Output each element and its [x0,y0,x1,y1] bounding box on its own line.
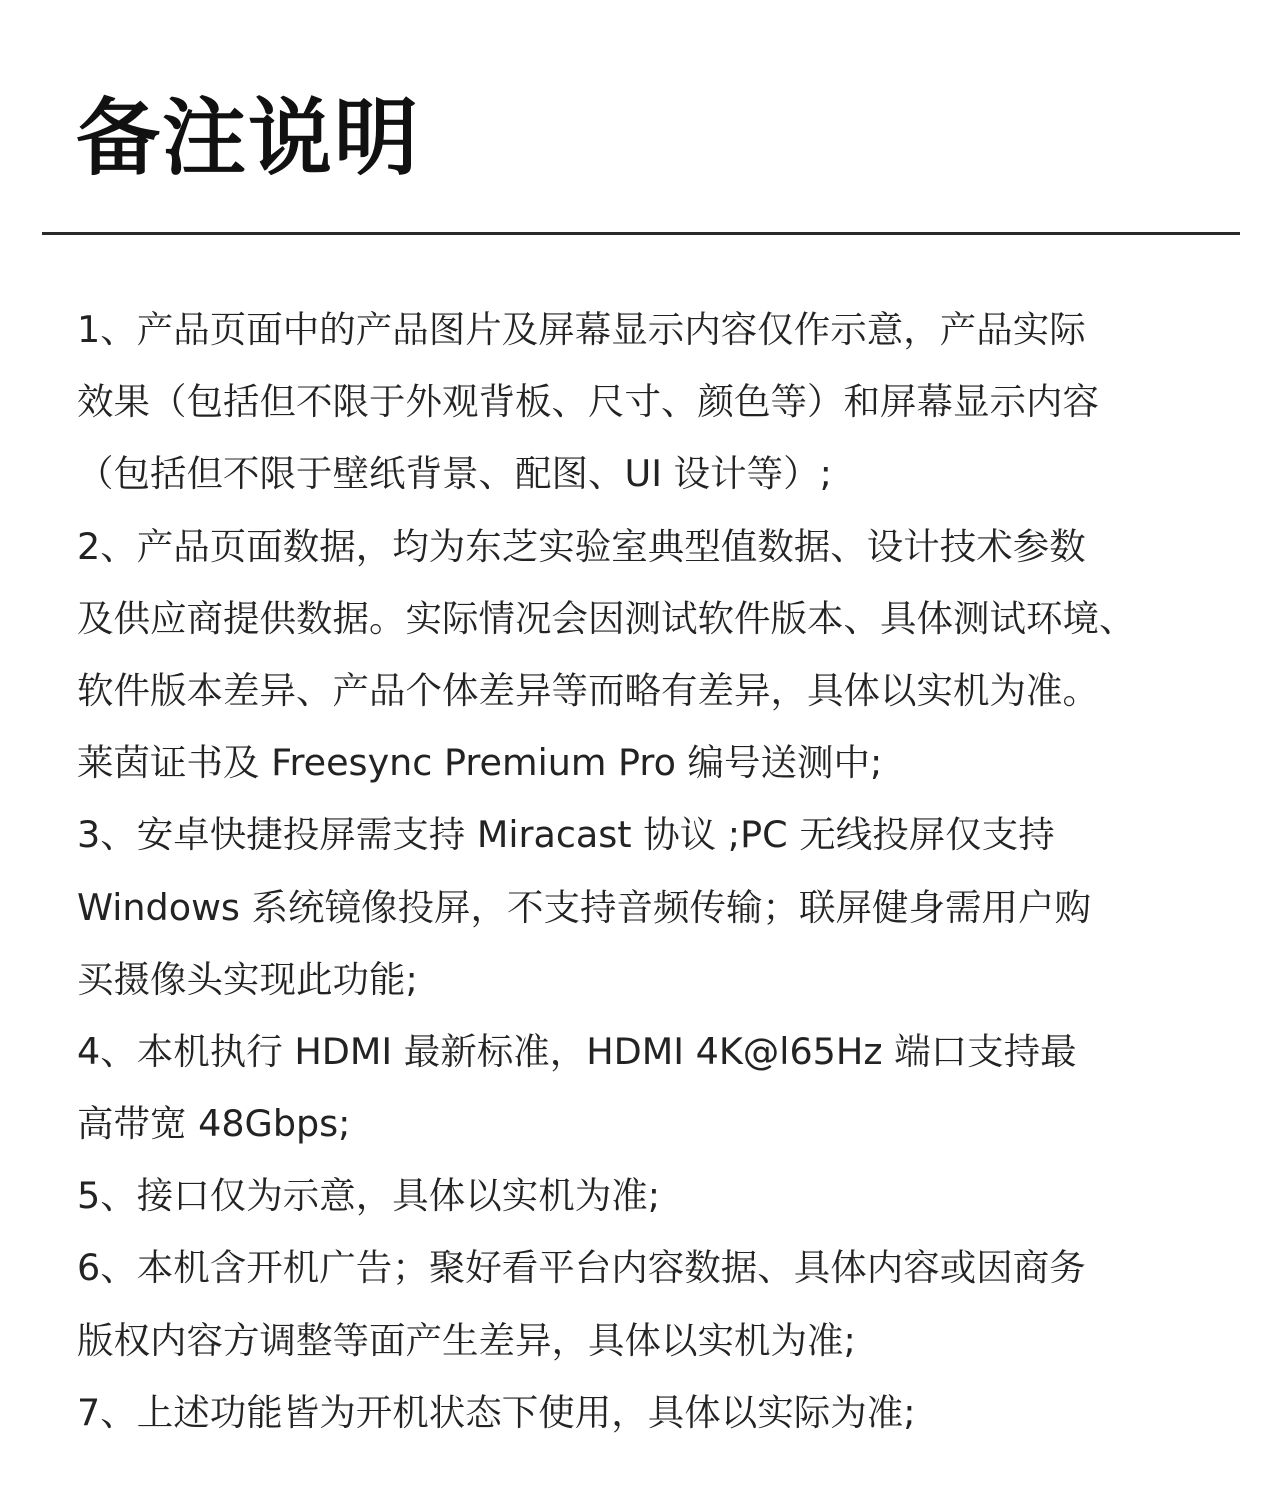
title-divider [42,232,1240,235]
note-line: 7、上述功能皆为开机状态下使用，具体以实际为准; [77,1390,916,1434]
note-line: 效果（包括但不限于外观背板、尺寸、颜色等）和屏幕显示内容 [77,380,1099,424]
notes-list [77,294,1257,1449]
note-line: 版权内容方调整等面产生差异，具体以实机为准; [77,1318,856,1362]
note-line: 买摄像头实现此功能; [77,957,418,1001]
note-line: 高带宽 48Gbps; [77,1102,351,1146]
note-line: 5、接口仅为示意，具体以实机为准; [77,1174,661,1218]
note-line: 4、本机执行 HDMI 最新标准，HDMI 4K@l65Hz 端口支持最 [77,1029,1077,1073]
note-line: 及供应商提供数据。实际情况会因测试软件版本、具体测试环境、 [77,596,1136,640]
note-line: 3、安卓快捷投屏需支持 Miracast 协议 ;PC 无线投屏仅支持 [77,813,1055,857]
page-title: 备注说明 [76,89,421,187]
note-line: Windows 系统镜像投屏，不支持音频传输；联屏健身需用户购 [77,885,1092,929]
note-line: 1、产品页面中的产品图片及屏幕显示内容仅作示意，产品实际 [77,308,1086,351]
note-line: 2、产品页面数据，均为东芝实验室典型值数据、设计技术参数 [77,524,1086,568]
note-line: 软件版本差异、产品个体差异等而略有差异，具体以实机为准。 [77,668,1099,712]
note-line: 莱茵证书及 Freesync Premium Pro 编号送测中; [77,741,883,785]
note-line: （包括但不限于壁纸背景、配图、UI 设计等）; [77,452,832,496]
note-line: 6、本机含开机广告；聚好看平台内容数据、具体内容或因商务 [77,1246,1086,1290]
